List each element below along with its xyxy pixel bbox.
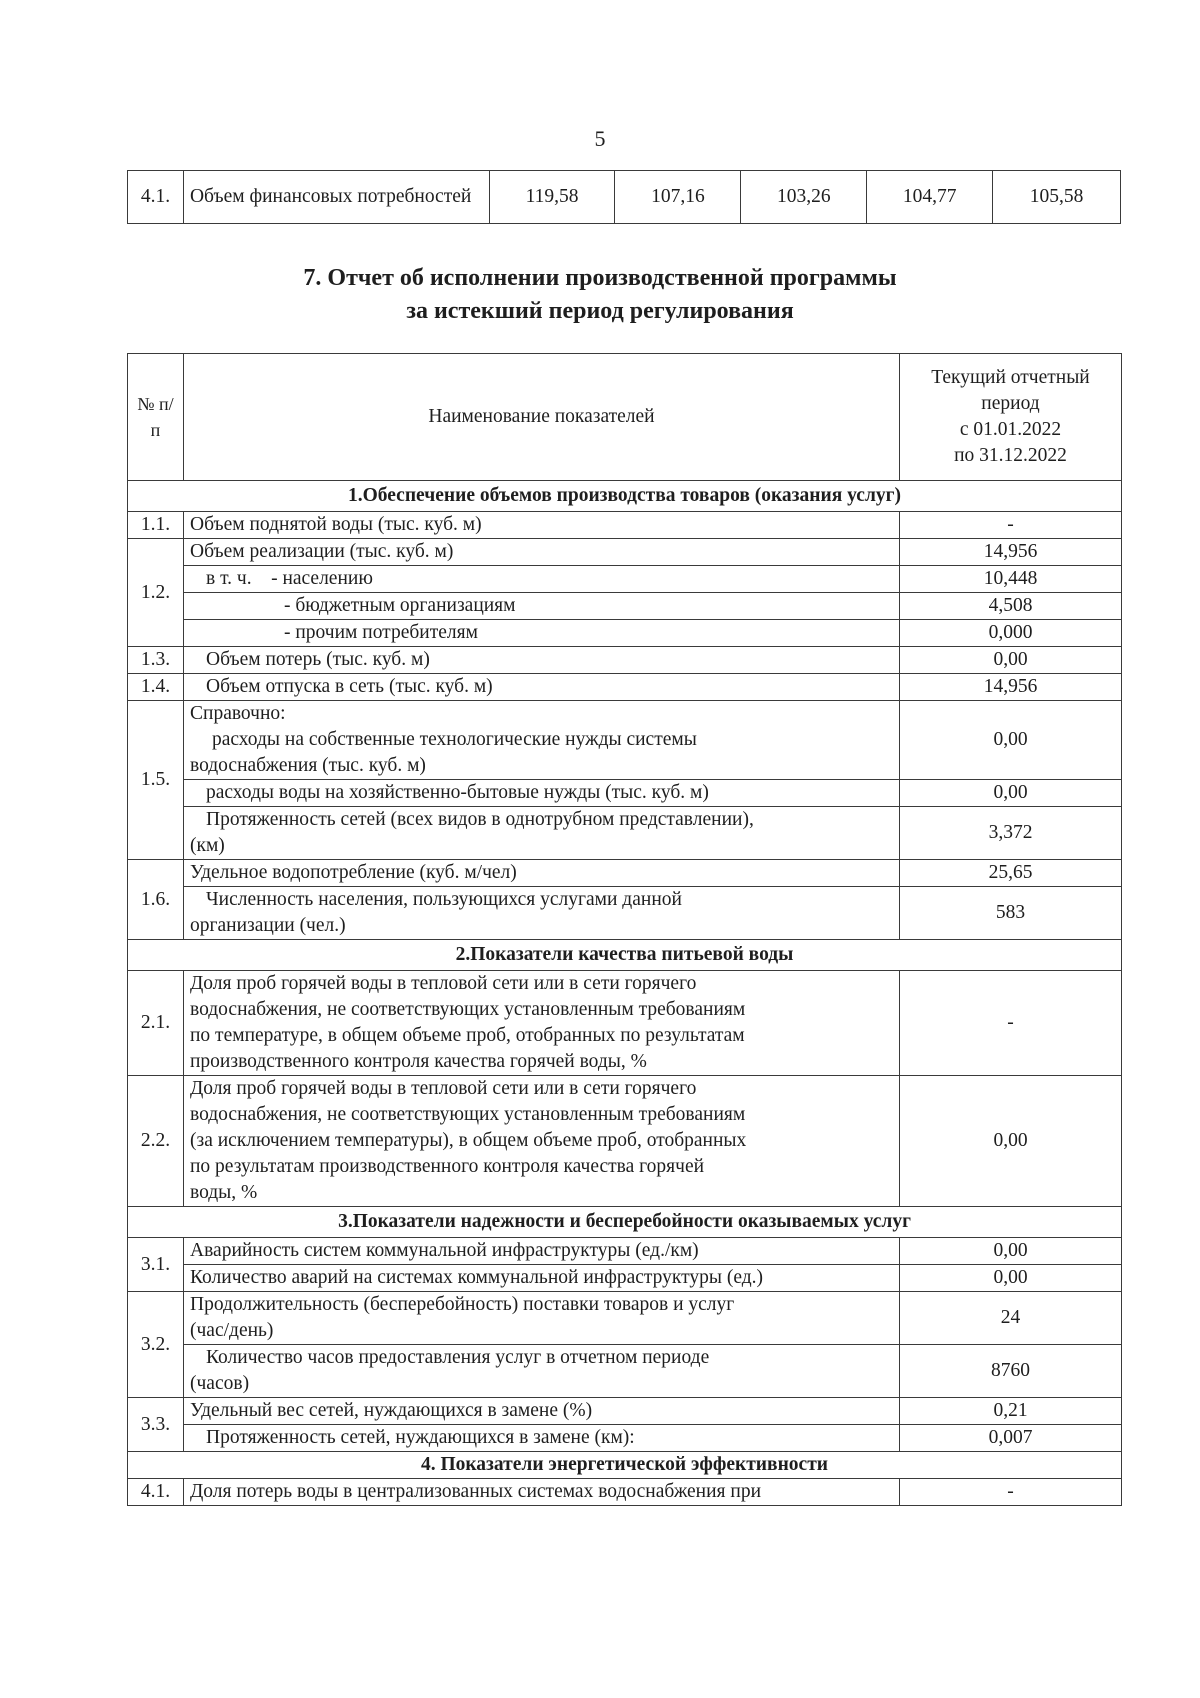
page-number: 5 <box>594 126 606 151</box>
row-label: Протяженность сетей, нуждающихся в замене (км): <box>184 1425 900 1452</box>
section-row <box>128 481 1122 512</box>
table-row <box>128 593 1122 620</box>
row-label <box>184 971 900 1076</box>
value-cell: 0,00 <box>900 701 1122 780</box>
row-number: 2.2. <box>128 1076 184 1207</box>
row-label: Аварийность систем коммунальной инфраструктуры (ед./км) <box>184 1238 900 1265</box>
table-row <box>128 807 1122 860</box>
section-title: 4. Показатели энергетической эффективности <box>128 1452 1122 1479</box>
row-number: 1.6. <box>128 860 184 940</box>
table-row <box>128 674 1122 701</box>
row-number: 3.3. <box>128 1398 184 1452</box>
row-label <box>184 1345 900 1398</box>
row-label-line: водоснабжения (тыс. куб. м) <box>190 755 426 776</box>
heading-line-1: 7. Отчет об исполнении производственной программы <box>303 265 897 291</box>
row-label: Удельный вес сетей, нуждающихся в замене (%) <box>184 1398 900 1425</box>
value-cell: 24 <box>900 1292 1122 1345</box>
row-number: 1.5. <box>128 701 184 860</box>
row-label-line: Количество часов предоставления услуг в отчетном периоде <box>206 1347 710 1368</box>
row-label-line: Численность населения, пользующихся услугами данной <box>206 889 682 910</box>
row-label <box>184 807 900 860</box>
table-row <box>128 887 1122 940</box>
table-row <box>128 1398 1122 1425</box>
value-cell: 0,000 <box>900 620 1122 647</box>
header-period-line: по 31.12.2022 <box>954 445 1067 466</box>
continued-table <box>127 170 1121 224</box>
value-cell: 0,007 <box>900 1425 1122 1452</box>
row-label-line: организации (чел.) <box>190 915 346 936</box>
row-number: 1.3. <box>128 647 184 674</box>
row-label-line: (км) <box>190 835 225 856</box>
row-label-line: воды, % <box>190 1182 258 1203</box>
row-label-line: (час/день) <box>190 1320 274 1341</box>
value-cell: 0,00 <box>900 780 1122 807</box>
row-label: расходы воды на хозяйственно-бытовые нужды (тыс. куб. м) <box>184 780 900 807</box>
section-title: 3.Показатели надежности и бесперебойности оказываемых услуг <box>128 1207 1122 1238</box>
header-period-line: Текущий отчетный <box>931 367 1090 388</box>
row-label-line: по температуре, в общем объеме проб, отобранных по результатам <box>190 1025 745 1046</box>
row-label: Объем финансовых потребностей <box>183 171 489 224</box>
row-number: 1.2. <box>128 539 184 647</box>
table-row <box>128 539 1122 566</box>
value-cell: 0,21 <box>900 1398 1122 1425</box>
header-period <box>900 354 1122 481</box>
value-cell: 103,26 <box>741 171 867 224</box>
value-cell: 14,956 <box>900 674 1122 701</box>
row-label <box>184 887 900 940</box>
value-cell: - <box>900 1479 1122 1506</box>
value-cell: 8760 <box>900 1345 1122 1398</box>
value-cell: 10,448 <box>900 566 1122 593</box>
header-period-line: с 01.01.2022 <box>959 419 1062 440</box>
table-row <box>128 566 1122 593</box>
row-label: Объем потерь (тыс. куб. м) <box>184 647 900 674</box>
row-label-line: Доля проб горячей воды в тепловой сети или в сети горячего <box>190 1078 697 1099</box>
table-row <box>128 620 1122 647</box>
table-header-row <box>128 354 1122 481</box>
row-label-line: расходы на собственные технологические нужды системы <box>212 729 697 750</box>
row-label-line: (часов) <box>190 1373 250 1394</box>
value-cell: 0,00 <box>900 1238 1122 1265</box>
row-number: 1.1. <box>128 512 184 539</box>
section-title: 1.Обеспечение объемов производства товаров (оказания услуг) <box>128 481 1122 512</box>
table-row <box>128 171 1121 224</box>
row-label: - прочим потребителям <box>184 620 900 647</box>
value-cell: 4,508 <box>900 593 1122 620</box>
row-label-line: Доля проб горячей воды в тепловой сети или в сети горячего <box>190 973 697 994</box>
row-label-line: водоснабжения, не соответствующих установленным требованиям <box>190 1104 746 1125</box>
table-row <box>128 512 1122 539</box>
row-label: Удельное водопотребление (куб. м/чел) <box>184 860 900 887</box>
row-label: - бюджетным организациям <box>184 593 900 620</box>
row-label <box>184 1292 900 1345</box>
row-label <box>184 1076 900 1207</box>
row-number: 3.1. <box>128 1238 184 1292</box>
section-row <box>128 1207 1122 1238</box>
row-label-line: водоснабжения, не соответствующих установленным требованиям <box>190 999 746 1020</box>
row-label-line: по результатам производственного контроля качества горячей <box>190 1156 705 1177</box>
section-title: 2.Показатели качества питьевой воды <box>128 940 1122 971</box>
value-cell: 14,956 <box>900 539 1122 566</box>
table-row <box>128 1292 1122 1345</box>
table-row <box>128 1265 1122 1292</box>
header-period-line: период <box>981 393 1040 414</box>
header-name: Наименование показателей <box>184 354 900 481</box>
row-number: 3.2. <box>128 1292 184 1398</box>
row-label-line: производственного контроля качества горячей воды, % <box>190 1051 647 1072</box>
report-table <box>127 353 1122 1506</box>
row-number: 4.1. <box>128 1479 184 1506</box>
table-row <box>128 1479 1122 1506</box>
table-row <box>128 1425 1122 1452</box>
table-row <box>128 647 1122 674</box>
row-label: Объем реализации (тыс. куб. м) <box>184 539 900 566</box>
table-row <box>128 701 1122 780</box>
value-cell: 3,372 <box>900 807 1122 860</box>
header-number: № п/п <box>128 354 184 481</box>
value-cell: 583 <box>900 887 1122 940</box>
table-row <box>128 971 1122 1076</box>
value-cell: 107,16 <box>615 171 741 224</box>
value-cell: 119,58 <box>489 171 615 224</box>
table-row <box>128 1238 1122 1265</box>
row-label: Количество аварий на системах коммунальной инфраструктуры (ед.) <box>184 1265 900 1292</box>
row-label-line: (за исключением температуры), в общем объеме проб, отобранных <box>190 1130 747 1151</box>
table-row <box>128 1345 1122 1398</box>
row-label-line: Протяженность сетей (всех видов в однотрубном представлении), <box>206 809 754 830</box>
section-row <box>128 940 1122 971</box>
value-cell: 0,00 <box>900 647 1122 674</box>
section-row <box>128 1452 1122 1479</box>
heading-line-2: за истекший период регулирования <box>406 298 794 324</box>
row-number: 2.1. <box>128 971 184 1076</box>
row-label-line: Продолжительность (бесперебойность) поставки товаров и услуг <box>190 1294 735 1315</box>
table-row <box>128 780 1122 807</box>
row-label: Объем поднятой воды (тыс. куб. м) <box>184 512 900 539</box>
row-label <box>184 701 900 780</box>
value-cell: - <box>900 971 1122 1076</box>
value-cell: 25,65 <box>900 860 1122 887</box>
row-label: Объем отпуска в сеть (тыс. куб. м) <box>184 674 900 701</box>
value-cell: 104,77 <box>867 171 993 224</box>
row-number: 4.1. <box>128 171 184 224</box>
table-row <box>128 1076 1122 1207</box>
row-label: в т. ч. - населению <box>184 566 900 593</box>
row-label-line: Справочно: <box>190 703 286 724</box>
value-cell: 0,00 <box>900 1076 1122 1207</box>
table-row <box>128 860 1122 887</box>
row-number: 1.4. <box>128 674 184 701</box>
value-cell: 0,00 <box>900 1265 1122 1292</box>
value-cell: - <box>900 512 1122 539</box>
row-label: Доля потерь воды в централизованных системах водоснабжения при <box>184 1479 900 1506</box>
value-cell: 105,58 <box>993 171 1121 224</box>
section-heading <box>0 262 1200 328</box>
